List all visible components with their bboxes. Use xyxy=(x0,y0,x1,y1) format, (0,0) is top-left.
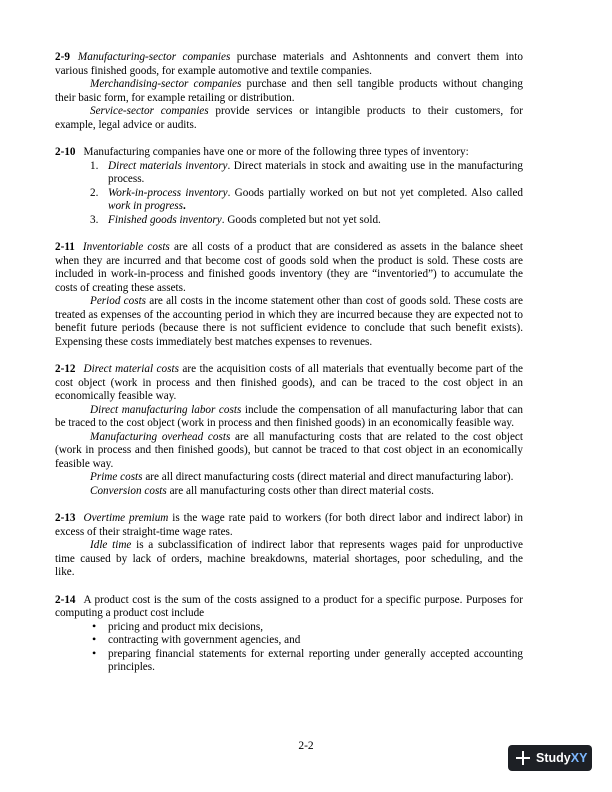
section-2-12 xyxy=(55,363,523,498)
purposes-list xyxy=(55,618,523,675)
page-number: 2-2 xyxy=(298,740,314,752)
item-text: . Goods partially worked on but not yet completed. Also called xyxy=(227,186,524,199)
definition-text: are all costs in the income statement other than cost of goods sold. These costs are treated as expenses of the accounting period in which they are incurred because they are expected not to benefit future periods (because there is not sufficient evidence to conclude that such benefit exists). Expensing these costs immediately best matches expenses to revenues. xyxy=(55,295,523,348)
paragraph xyxy=(55,404,523,431)
paragraph xyxy=(55,78,523,105)
term: Manufacturing-sector companies xyxy=(77,51,231,63)
list-item xyxy=(90,618,523,635)
paragraph xyxy=(55,363,523,404)
paragraph xyxy=(55,485,523,499)
term: Manufacturing overhead costs xyxy=(90,430,231,443)
list-marker: 2. xyxy=(90,186,99,199)
paragraph xyxy=(55,594,523,621)
paragraph xyxy=(55,471,523,485)
term: Idle time xyxy=(90,539,132,551)
section-number: 2-12 xyxy=(55,363,76,375)
term: Direct material costs xyxy=(83,363,179,375)
list-item xyxy=(90,187,523,214)
section-2-10 xyxy=(55,146,523,227)
studyxy-badge[interactable] xyxy=(508,745,592,771)
list-item xyxy=(90,160,523,187)
item-end: . xyxy=(183,200,186,212)
item-text: pricing and product mix decisions, xyxy=(108,620,264,633)
paragraph xyxy=(55,105,523,132)
definition-text: are the acquisition costs of all materials that eventually become part of the cost object (work in process and then finished goods), and can be traced to the cost object in an economically feasible way. xyxy=(55,363,524,402)
list-marker: 3. xyxy=(90,213,99,226)
term: Overtime premium xyxy=(83,512,169,524)
term: Period costs xyxy=(90,295,147,307)
section-2-11 xyxy=(55,241,523,349)
item-text: . Goods completed but not yet sold. xyxy=(221,213,381,226)
paragraph xyxy=(55,146,523,160)
list-item xyxy=(90,645,523,675)
term: work in progress xyxy=(108,200,184,212)
paragraph xyxy=(55,241,523,295)
paragraph xyxy=(55,295,523,349)
term: Conversion costs xyxy=(90,484,167,497)
term: Direct manufacturing labor costs xyxy=(90,403,242,416)
definition-text: purchase and then sell tangible products without changing their basic form, for example retailing or distribution. xyxy=(55,78,523,104)
term: Prime costs xyxy=(90,471,143,483)
bullet-icon: • xyxy=(92,618,97,633)
definition-text: are all manufacturing costs that are related to the cost object (work in process and then finished goods), but cannot be traced to that cost object in an economically feasible way. xyxy=(55,430,523,470)
intro-text: Manufacturing companies have one or more of the following three types of inventory: xyxy=(83,146,469,158)
item-text: . Direct materials in stock and awaiting use in the manufacturing process. xyxy=(108,159,523,185)
section-number: 2-13 xyxy=(55,512,76,524)
section-number: 2-11 xyxy=(55,241,75,253)
term: Finished goods inventory xyxy=(108,213,222,226)
definition-text: are all direct manufacturing costs (direct material and direct manufacturing labor). xyxy=(142,471,514,483)
definition-text: is the wage rate paid to workers (for both direct labor and indirect labor) in excess of their straight-time wage rates. xyxy=(55,512,523,538)
section-number: 2-9 xyxy=(55,51,70,63)
paragraph xyxy=(55,539,523,580)
term: Service-sector companies xyxy=(90,105,209,117)
term: Merchandising-sector companies xyxy=(90,78,242,90)
definition-text: provide services or intangible products to their customers, for example, legal advice or audits. xyxy=(55,105,523,131)
definition-text: purchase materials and Ashtonnents and convert them into various finished goods, for example automotive and textile companies. xyxy=(55,51,523,77)
inventory-types-list xyxy=(55,160,523,228)
definition-text: are all costs of a product that are considered as assets in the balance sheet when they are incurred and that become cost of goods sold when the product is sold. These costs are included in work-in-process and finished goods inventory (they are “inventoried”) to accumulate the costs of creating these assets. xyxy=(55,241,524,294)
section-2-9 xyxy=(55,51,523,132)
bullet-icon: • xyxy=(92,632,97,646)
paragraph xyxy=(55,512,523,539)
plus-icon xyxy=(516,751,530,765)
list-item xyxy=(90,214,523,228)
item-text: preparing financial statements for external reporting under generally accepted accounting principles. xyxy=(108,647,523,673)
item-text: contracting with government agencies, and xyxy=(108,634,301,646)
list-marker: 1. xyxy=(90,159,99,172)
definition-text: include the compensation of all manufacturing labor that can be traced to the cost object (work in process and then finished goods) in an economically feasible way. xyxy=(55,403,523,429)
section-2-14 xyxy=(55,594,523,675)
term: Inventoriable costs xyxy=(82,241,170,253)
intro-text: A product cost is the sum of the costs assigned to a product for a specific purpose. Purposes for computing a product cost include xyxy=(55,593,523,619)
section-number: 2-10 xyxy=(55,146,76,158)
section-2-13 xyxy=(55,512,523,580)
list-item xyxy=(90,634,523,648)
paragraph xyxy=(55,51,523,78)
term: Direct materials inventory xyxy=(108,159,228,172)
brand-name: Study xyxy=(536,751,571,765)
term: Work-in-process inventory xyxy=(108,186,228,199)
definition-text: are all manufacturing costs other than direct material costs. xyxy=(166,484,434,497)
bullet-icon: • xyxy=(92,645,97,660)
brand-accent: XY xyxy=(570,751,588,765)
section-number: 2-14 xyxy=(55,593,76,606)
paragraph xyxy=(55,431,523,472)
document-page xyxy=(55,51,523,689)
definition-text: is a subclassification of indirect labor that represents wages paid for unproductive time caused by lack of orders, machine breakdowns, material shortages, poor scheduling, and the like. xyxy=(55,539,524,578)
